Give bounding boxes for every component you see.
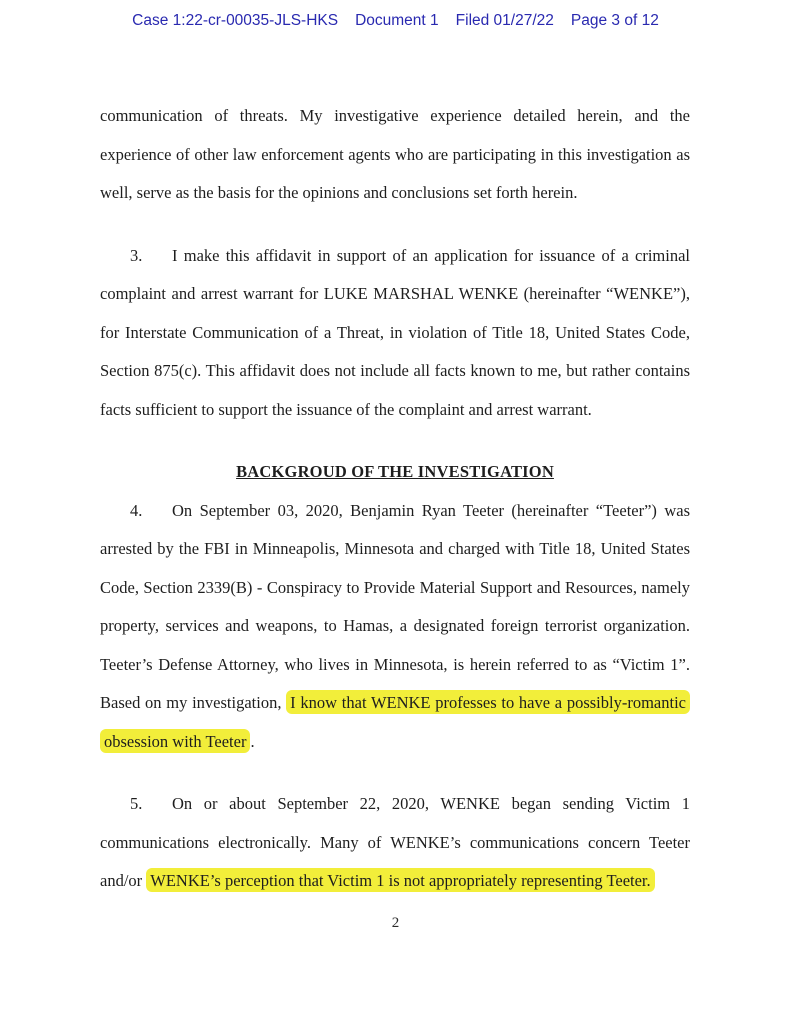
page-count-label: Page 3 of 12 (570, 12, 659, 29)
pdf-case-stamp (0, 12, 791, 30)
paragraph-number: 5. (130, 794, 143, 813)
text-run: On or about September 22, 2020, WENKE began sending Victim 1 communications electronically. Many of WENKE’s communications concern Teeter and/or (100, 794, 690, 890)
case-number-label: Case 1:22-cr-00035-JLS-HKS (132, 12, 339, 29)
paragraph (100, 785, 690, 901)
highlighted-text: WENKE’s perception that Victim 1 is not appropriately representing Teeter. (146, 868, 654, 892)
text-run: . (250, 731, 255, 751)
paragraph-number: 4. (130, 500, 143, 520)
paragraph (100, 237, 690, 430)
paragraph (100, 97, 690, 213)
paragraph-number: 3. (130, 245, 143, 265)
text-run: On September 03, 2020, Benjamin Ryan Teeter (hereinafter “Teeter”) was arrested by the FBI in Minneapolis, Minnesota and charged with Title 18, United States Code, Section 2339(B) - Conspiracy to Provide Material Support and Resources, namely property, services and weapons, to Hamas, a designated foreign terrorist organization. Teeter’s Defense Attorney, who lives in Minnesota, is herein referred to as “Victim 1”. Based on my investigation, (100, 500, 690, 712)
filed-date-label: Filed 01/27/22 (455, 12, 554, 29)
page-number: 2 (391, 915, 400, 931)
section-heading: BACKGROUD OF THE INVESTIGATION (236, 462, 554, 481)
text-run: communication of threats. My investigative experience detailed herein, and the experience of other law enforcement agents who are participating in this investigation as well, serve as the basis for the opinions and conclusions set forth herein. (100, 106, 690, 202)
document-number-label: Document 1 (355, 12, 439, 29)
paragraph (100, 492, 690, 762)
text-run: I make this affidavit in support of an application for issuance of a criminal complaint and arrest warrant for LUKE MARSHAL WENKE (hereinafter “WENKE”), for Interstate Communication of a Threat, in violation of Title 18, United States Code, Section 875(c). This affidavit does not include all facts known to me, but rather contains facts sufficient to support the issuance of the complaint and arrest warrant. (100, 245, 690, 419)
highlighted-text: I know that WENKE professes to have a possibly-romantic obsession with Teeter (100, 690, 690, 753)
document-body (100, 97, 690, 901)
